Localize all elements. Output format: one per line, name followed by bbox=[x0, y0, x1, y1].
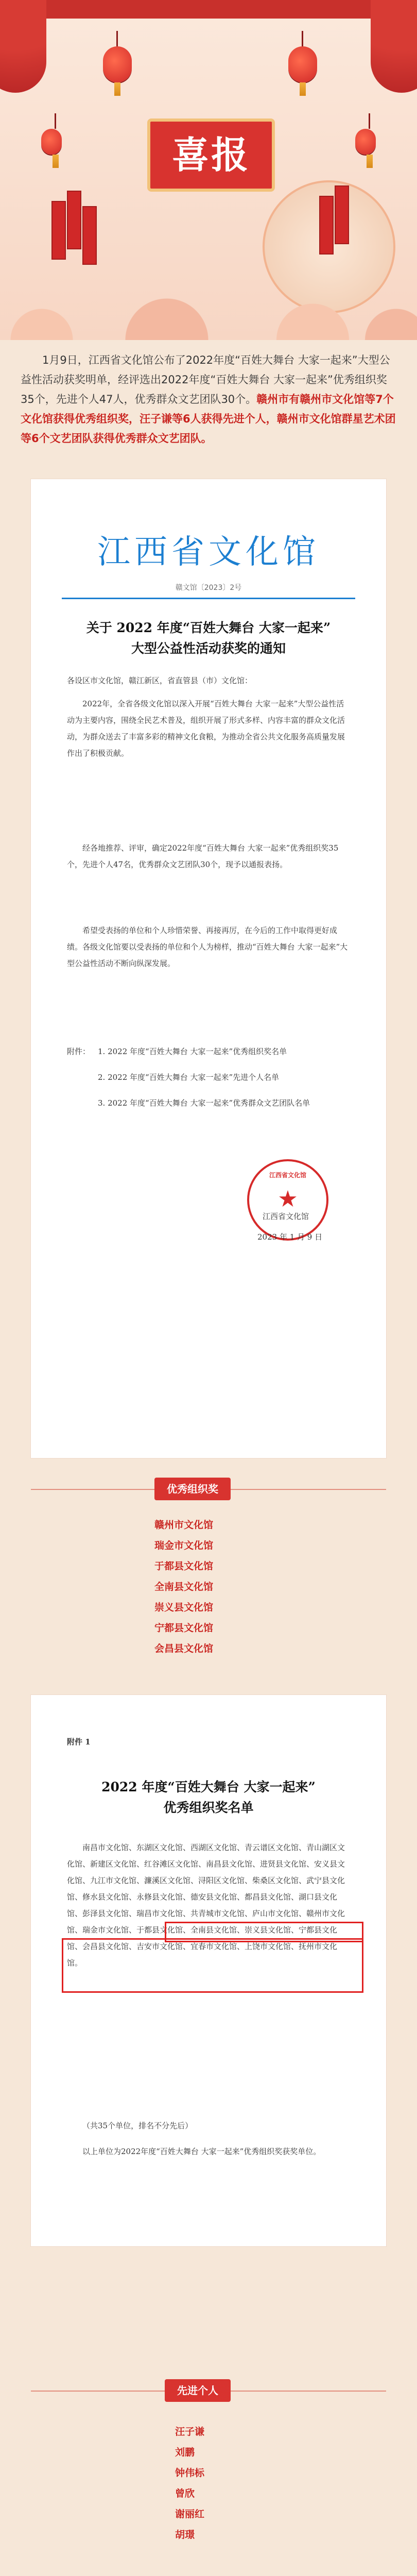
firecracker-icon bbox=[67, 191, 81, 249]
list-item: 刘鹏 bbox=[175, 2447, 195, 2458]
list-item: 于都县文化馆 bbox=[154, 1561, 214, 1572]
lantern-icon bbox=[355, 129, 376, 155]
name-list bbox=[154, 1515, 309, 1659]
lantern-icon bbox=[41, 129, 62, 155]
list-item: 钟伟标 bbox=[175, 2467, 205, 2479]
doc-title-line1: 关于 2022 年度“百姓大舞台 大家一起来” bbox=[86, 620, 331, 635]
name-list bbox=[175, 2421, 329, 2545]
doc-title-line2: 优秀组织奖名单 bbox=[163, 1800, 254, 1815]
section-tag bbox=[154, 1478, 231, 1500]
list-item: 全南县文化馆 bbox=[154, 1581, 214, 1592]
cloud-decoration bbox=[0, 268, 417, 340]
star-icon: ★ bbox=[277, 1186, 298, 1212]
salutation: 各设区市文化馆，赣江新区，省直管县（市）文化馆： bbox=[67, 676, 253, 685]
attachment-document bbox=[31, 1695, 386, 2246]
firecracker-icon bbox=[51, 201, 66, 260]
doc-paragraph: 以上单位为2022年度“百姓大舞台 大家一起来”优秀组织奖获奖单位。 bbox=[82, 2147, 321, 2156]
notice-document bbox=[31, 479, 386, 1458]
page-title: 喜报 bbox=[147, 118, 275, 192]
attach-item: 3. 2022 年度“百姓大舞台 大家一起来”优秀群众文艺团队名单 bbox=[98, 1098, 310, 1108]
list-item: 汪子谦 bbox=[175, 2426, 205, 2437]
section-label: 优秀组织奖 bbox=[167, 1483, 218, 1495]
section-label: 先进个人 bbox=[177, 2384, 218, 2397]
highlight-box bbox=[62, 1938, 363, 1993]
doc-number: 赣文馆〔2023〕2号 bbox=[175, 584, 242, 592]
top-band bbox=[0, 0, 417, 19]
list-item: 赣州市文化馆 bbox=[154, 1519, 214, 1531]
doc-paragraph: 希望受表扬的单位和个人珍惜荣誉、再接再厉，在今后的工作中取得更好成绩。各级文化馆要以受表扬的单位和个人为榜样，推动“百姓大舞台 大家一起来”大型公益性活动不断向纵深发展。 bbox=[67, 926, 348, 968]
list-item: 谢丽红 bbox=[175, 2509, 205, 2520]
header-rule bbox=[62, 598, 355, 599]
attach-item: 2. 2022 年度“百姓大舞台 大家一起来”先进个人名单 bbox=[98, 1073, 280, 1082]
lantern-icon bbox=[288, 46, 317, 82]
attach-number: 附件 1 bbox=[67, 1737, 91, 1747]
official-seal bbox=[247, 1159, 328, 1241]
doc-paragraph: （共35个单位，排名不分先后） bbox=[82, 2121, 193, 2130]
curtain-right bbox=[371, 0, 417, 93]
list-item: 曾欣 bbox=[175, 2488, 195, 2499]
lantern-icon bbox=[103, 46, 132, 82]
doc-title-line2: 大型公益性活动获奖的通知 bbox=[131, 641, 286, 656]
doc-title-line1: 2022 年度“百姓大舞台 大家一起来” bbox=[101, 1780, 316, 1794]
doc-paragraph: 南昌市文化馆、东湖区文化馆、西湖区文化馆、青云谱区文化馆、青山湖区文化馆、新建区文化馆、红谷滩区文化馆、南昌县文化馆、进贤县文化馆、安义县文化馆、九江市文化馆、濂溪区文化馆、浔阳区文化馆、柴桑区文化馆、武宁县文化馆、修水县文化馆、永修县文化馆、德安县文化馆、都昌县文化馆、湖口县文化馆、彭泽县文化馆、瑞昌市文化馆、共青城市文化馆、庐山市文化馆、赣州市文化馆、瑞金市文化馆、于都县文化馆、全南县文化馆、崇义县文化馆、宁都县文化馆、会昌县文化馆、吉安市文化馆、宜春市文化馆、上饶市文化馆、抚州市文化馆。 bbox=[67, 1843, 345, 1968]
intro-paragraph bbox=[21, 350, 396, 448]
firecracker-icon bbox=[82, 206, 97, 265]
attach-item: 1. 2022 年度“百姓大舞台 大家一起来”优秀组织奖名单 bbox=[98, 1047, 287, 1056]
signature-org: 江西省文化馆 bbox=[263, 1212, 309, 1221]
header-banner bbox=[0, 0, 417, 340]
doc-paragraph: 经各地推荐、评审，确定2022年度“百姓大舞台 大家一起来”优秀组织奖35个，先进个人47名，优秀群众文艺团队30个，现予以通报表扬。 bbox=[67, 843, 339, 869]
seal-text: 江西省文化馆 bbox=[269, 1172, 306, 1179]
intro-text: 1月9日，江西省文化馆公布了2022年度“百姓大舞台 大家一起来”大型公益性活动获奖明单，经评选出2022年度“百姓大舞台 大家一起来”优秀组织奖35个，先进个人47人，优秀群众文艺团队30个。 bbox=[21, 354, 390, 405]
list-item: 会昌县文化馆 bbox=[154, 1643, 214, 1654]
curtain-left bbox=[0, 0, 46, 93]
attach-label: 附件： bbox=[67, 1047, 91, 1056]
list-item: 崇义县文化馆 bbox=[154, 1602, 214, 1613]
intro-highlight: 赣州市有赣州市文化馆等7个文化馆获得优秀组织奖，汪子谦等6人获得先进个人，赣州市文化馆群星艺术团等6个文艺团队获得优秀群众文艺团队。 bbox=[21, 393, 396, 445]
section-tag bbox=[165, 2379, 231, 2402]
org-header: 江西省文化馆 bbox=[97, 533, 320, 571]
list-item: 宁都县文化馆 bbox=[154, 1622, 214, 1634]
firecracker-icon bbox=[335, 185, 349, 244]
firecracker-icon bbox=[319, 196, 334, 255]
list-item: 瑞金市文化馆 bbox=[154, 1540, 214, 1551]
list-item: 胡璟 bbox=[175, 2529, 195, 2540]
doc-paragraph: 2022年，全省各级文化馆以深入开展“百姓大舞台 大家一起来”大型公益性活动为主要内容，围绕全民艺术普及，组织开展了形式多样、内容丰富的群众文化活动，为群众送去了丰富多彩的精神文化食粮，为推动全省公共文化服务高质量发展作出了积极贡献。 bbox=[67, 699, 345, 758]
signature-date: 2023 年 1 月 9 日 bbox=[257, 1232, 323, 1242]
